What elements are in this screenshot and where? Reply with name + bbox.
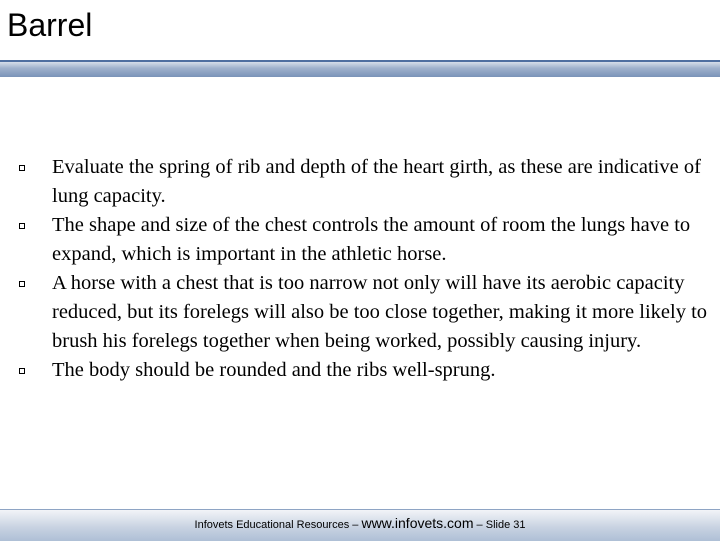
square-bullet-icon — [18, 153, 52, 182]
footer-url[interactable]: www.infovets.com — [361, 515, 474, 531]
square-bullet-icon — [18, 269, 52, 298]
bullet-text: The shape and size of the chest controls the amount of room the lungs have to expand, which is important in the athletic horse. — [52, 214, 691, 265]
title-underline-bar — [0, 60, 720, 77]
list-item — [18, 356, 708, 385]
title-underline-accent — [0, 60, 720, 62]
list-item — [18, 211, 708, 269]
bullet-text: The body should be rounded and the ribs well-sprung. — [52, 359, 496, 381]
square-bullet-icon — [18, 356, 52, 385]
square-bullet-icon — [18, 211, 52, 240]
bullet-text: A horse with a chest that is too narrow not only will have its aerobic capacity reduced, but its forelegs will also be too close together, making it more likely to brush his forelegs together when being worked, possibly causing injury. — [52, 272, 708, 352]
footer — [0, 515, 720, 531]
bullet-text: Evaluate the spring of rib and depth of the heart girth, as these are indicative of lung capacity. — [52, 156, 701, 207]
footer-prefix: Infovets Educational Resources – — [194, 519, 362, 531]
slide-title: Barrel — [7, 7, 93, 43]
bullet-list — [18, 153, 708, 385]
list-item — [18, 153, 708, 211]
footer-slide-number: – Slide 31 — [473, 519, 526, 531]
list-item — [18, 269, 708, 356]
